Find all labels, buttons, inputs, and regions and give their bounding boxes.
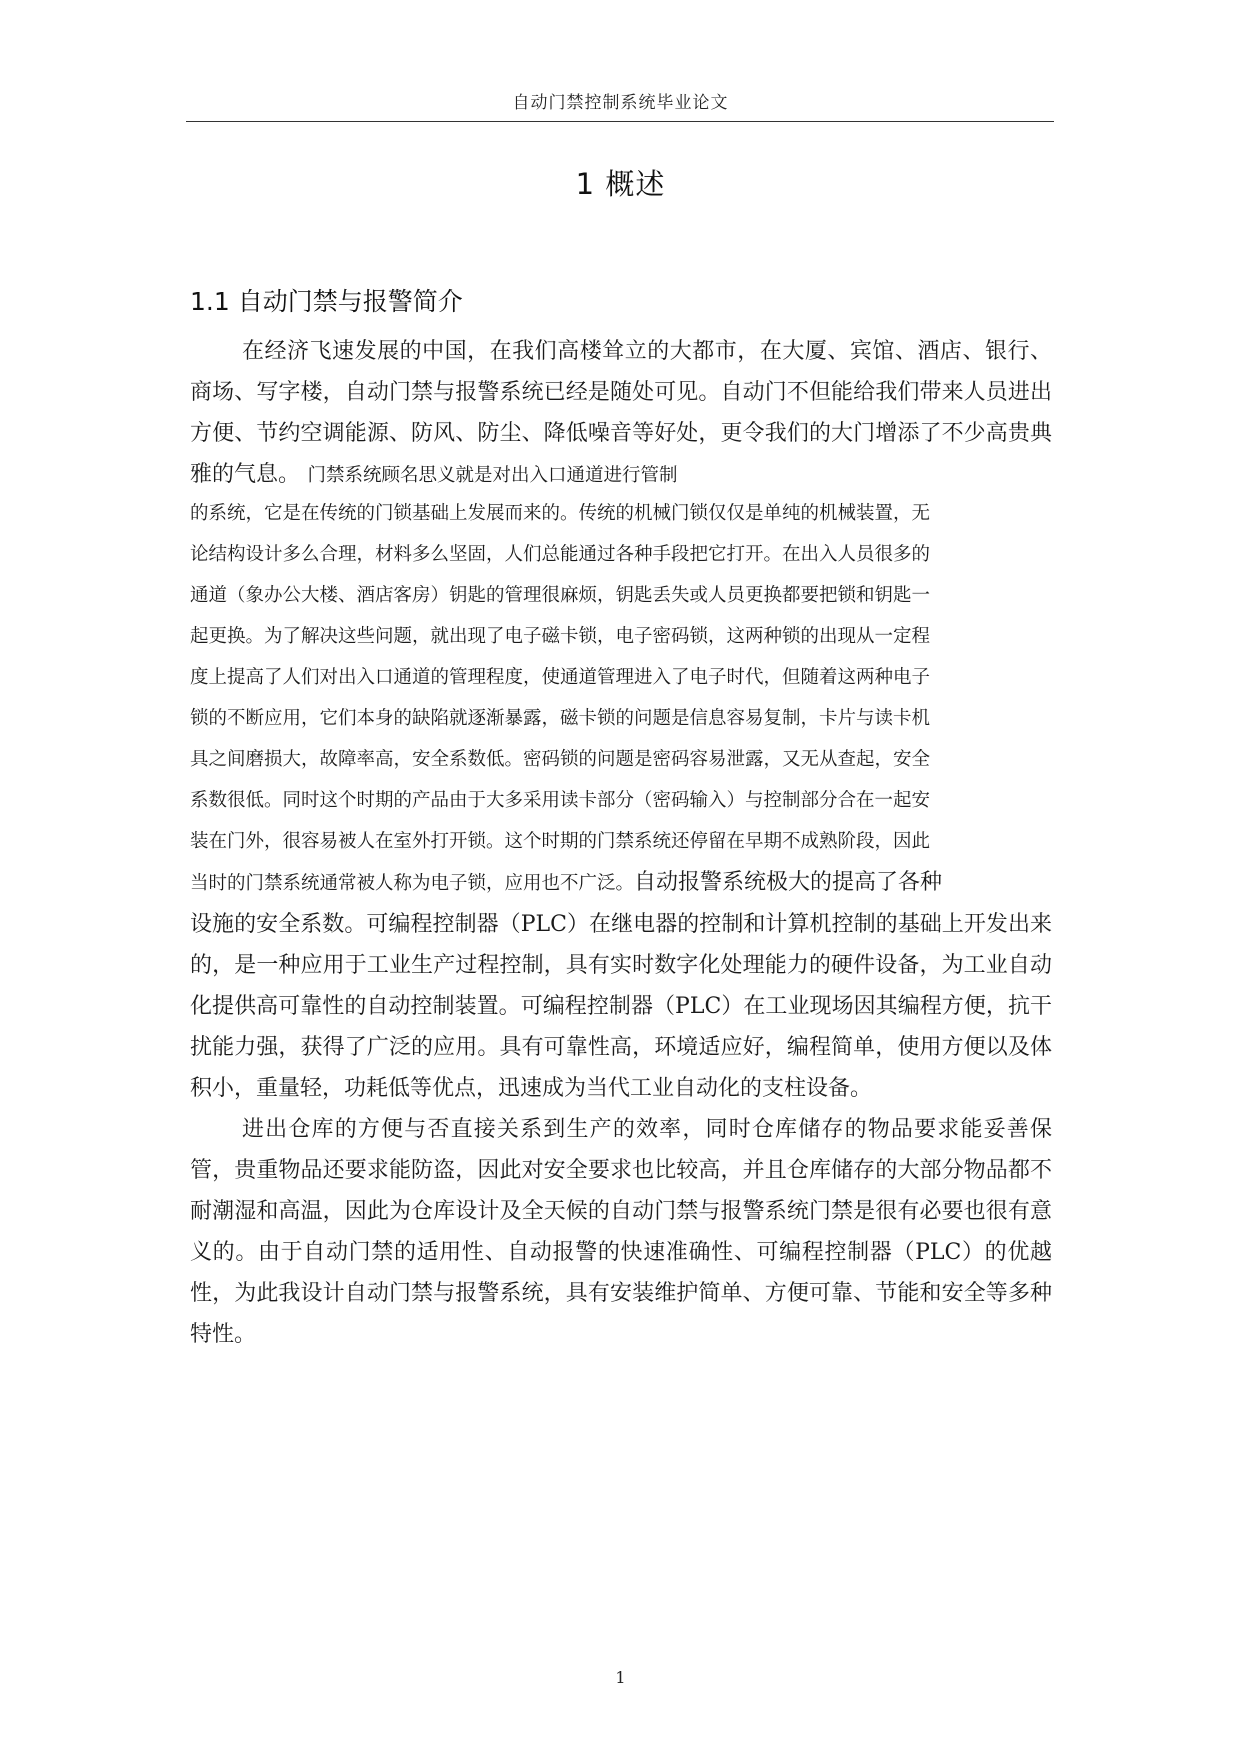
paragraph-2-continuation: 设施的安全系数。可编程控制器（PLC）在继电器的控制和计算机控制的基础上开发出来的，是一种应用于工业生产过程控制，具有实时数字化处理能力的硬件设备，为工业自动化提供高可靠性的自动控制装置。可编程控制器（PLC）在工业现场因其编程方便，抗干扰能力强，获得了广泛的应用。具有可靠性高，环境适应好，编程简单，使用方便以及体积小，重量轻，功耗低等优点，迅速成为当代工业自动化的支柱设备。	[190, 912, 1052, 1101]
paragraph-2	[190, 493, 1052, 904]
paragraph-2-small-run: 当时的门禁系统通常被人称为电子锁，应用也不广泛。	[190, 873, 635, 894]
paragraph-3: 进出仓库的方便与否直接关系到生产的效率，同时仓库储存的物品要求能妥善保管，贵重物品还要求能防盗，因此对安全要求也比较高，并且仓库储存的大部分物品都不耐潮湿和高温，因此为仓库设计及全天候的自动门禁与报警系统门禁是很有必要也很有意义的。由于自动门禁的适用性、自动报警的快速准确性、可编程控制器（PLC）的优越性，为此我设计自动门禁与报警系统，具有安装维护简单、方便可靠、节能和安全等多种特性。	[190, 1117, 1052, 1347]
paragraph-2-line: 装在门外，很容易被人在室外打开锁。这个时期的门禁系统还停留在早期不成熟阶段，因此	[190, 831, 931, 852]
paragraph-1	[190, 331, 1052, 496]
body-text	[190, 331, 1052, 1355]
paragraph-2-line: 论结构设计多么合理，材料多么坚固，人们总能通过各种手段把它打开。在出入人员很多的	[190, 544, 931, 565]
paragraph-2-line: 起更换。为了解决这些问题，就出现了电子磁卡锁，电子密码锁，这两种锁的出现从一定程	[190, 626, 931, 647]
paragraph-1-tail: 门禁系统顾名思义就是对出入口通道进行管制	[289, 465, 678, 486]
paragraph-2-line: 锁的不断应用，它们本身的缺陷就逐渐暴露，磁卡锁的问题是信息容易复制，卡片与读卡机	[190, 708, 931, 729]
paragraph-2-large-run: 自动报警系统极大的提高了各种	[634, 870, 943, 895]
running-header: 自动门禁控制系统毕业论文	[512, 93, 729, 113]
paragraph-2-line: 系数很低。同时这个时期的产品由于大多采用读卡部分（密码输入）与控制部分合在一起安	[190, 790, 931, 811]
paragraph-2-line: 通道（象办公大楼、酒店客房）钥匙的管理很麻烦，钥匙丢失或人员更换都要把锁和钥匙一	[190, 585, 931, 606]
section-title: 1.1 自动门禁与报警简介	[190, 287, 463, 316]
paragraph-2-line: 的系统，它是在传统的门锁基础上发展而来的。传统的机械门锁仅仅是单纯的机械装置，无	[190, 503, 931, 524]
header-rule	[186, 121, 1054, 122]
paragraph-2-line-mixed	[190, 862, 1052, 904]
paragraph-2-line: 具之间磨损大，故障率高，安全系数低。密码锁的问题是密码容易泄露，又无从查起，安全	[190, 749, 931, 770]
chapter-title: 1 概述	[575, 167, 666, 201]
paragraph-2-line: 度上提高了人们对出入口通道的管理程度，使通道管理进入了电子时代，但随着这两种电子	[190, 667, 931, 688]
paragraph-1-text: 在经济飞速发展的中国，在我们高楼耸立的大都市，在大厦、宾馆、酒店、银行、商场、写字楼，自动门禁与报警系统已经是随处可见。自动门不但能给我们带来人员进出方便、节约空调能源、防风、防尘、降低噪音等好处，更令我们的大门增添了不少高贵典雅的气息。	[190, 339, 1052, 487]
page-number: 1	[615, 1668, 626, 1687]
